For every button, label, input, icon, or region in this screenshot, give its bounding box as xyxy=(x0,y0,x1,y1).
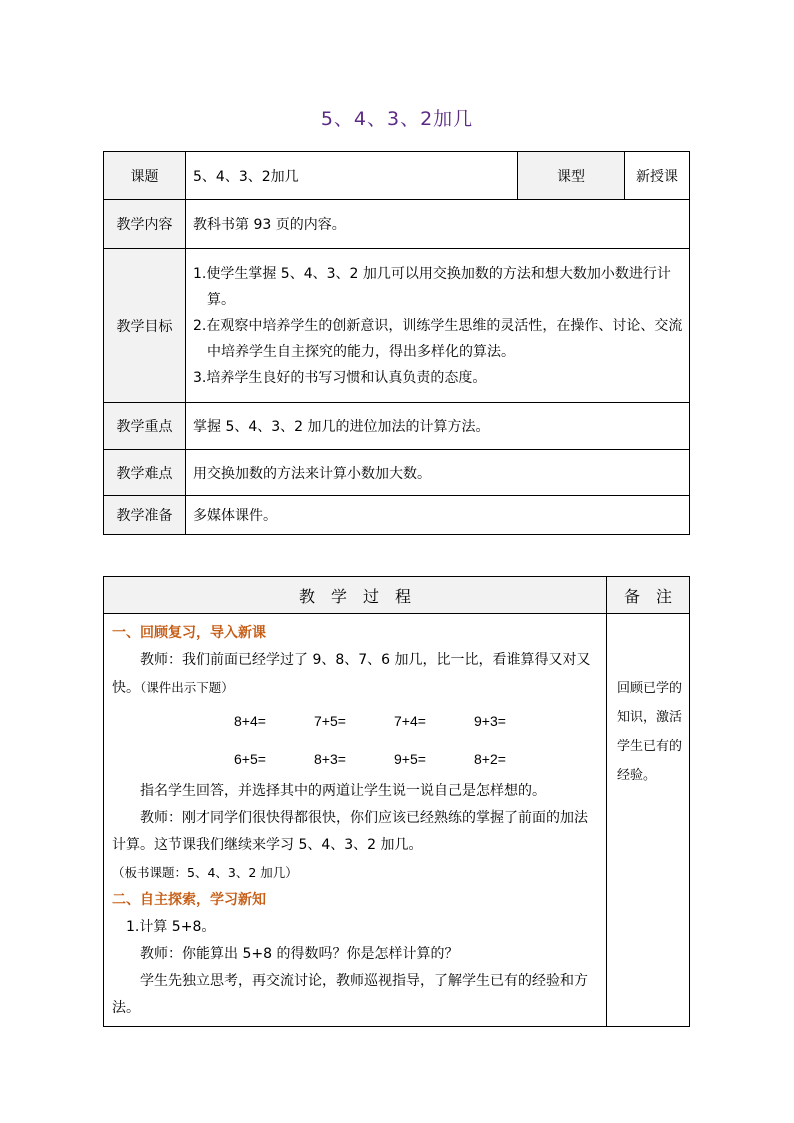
key-label: 教学重点 xyxy=(104,403,186,450)
paragraph-text: 教师：刚才同学们很快得都很快，你们应该已经熟练的掌握了前面的加法计算。这节课我们继续来学习 5、4、3、2 加几。 xyxy=(112,810,588,853)
paragraph xyxy=(112,647,600,702)
paragraph-note: （板书课题：5、4、3、2 加几） xyxy=(112,865,298,880)
paragraph-note: （课件出示下题） xyxy=(140,680,234,695)
type-value: 新授课 xyxy=(625,152,690,200)
difficult-value: 用交换加数的方法来计算小数加大数。 xyxy=(186,450,690,496)
equation-row xyxy=(112,702,600,740)
list-item: 1.计算 5+8。 xyxy=(126,919,216,935)
difficult-row xyxy=(104,450,690,496)
equation: 7+5= xyxy=(314,712,346,729)
process-header: 教 学 过 程 xyxy=(104,577,607,614)
goal-item: 2.在观察中培养学生的创新意识，训练学生思维的灵活性，在操作、讨论、交流中培养学生自主探究的能力，得出多样化的算法。 xyxy=(193,317,683,360)
equation: 8+2= xyxy=(474,750,506,767)
page-title: 5、4、3、2加几 xyxy=(320,108,474,130)
topic-row xyxy=(104,152,690,200)
equation: 8+4= xyxy=(234,712,266,729)
goals-row xyxy=(104,249,690,403)
goal-item: 1.使学生掌握 5、4、3、2 加几可以用交换加数的方法和想大数加小数进行计算。 xyxy=(193,265,671,308)
content-row xyxy=(104,200,690,249)
equation: 9+5= xyxy=(394,750,426,767)
equation: 8+3= xyxy=(314,750,346,767)
paragraph: 学生先独立思考，再交流讨论，教师巡视指导，了解学生已有的经验和方法。 xyxy=(112,973,588,1016)
process-body-row xyxy=(104,614,690,1027)
prep-value: 多媒体课件。 xyxy=(186,496,690,535)
equation-row xyxy=(112,740,600,778)
equation: 9+3= xyxy=(474,712,506,729)
type-label: 课型 xyxy=(518,152,625,200)
prep-label: 教学准备 xyxy=(104,496,186,535)
section-heading-review: 一、回顾复习，导入新课 xyxy=(112,625,266,641)
teaching-process-table xyxy=(103,576,690,1027)
goals-label: 教学目标 xyxy=(104,249,186,403)
process-header-row xyxy=(104,577,690,614)
lesson-info-table xyxy=(103,151,690,535)
section-heading-explore: 二、自主探索，学习新知 xyxy=(112,892,266,908)
paragraph: 教师：你能算出 5+8 的得数吗？你是怎样计算的？ xyxy=(140,946,459,962)
goal-item: 3.培养学生良好的书写习惯和认真负责的态度。 xyxy=(193,369,487,386)
content-label: 教学内容 xyxy=(104,200,186,249)
goals-list xyxy=(186,249,690,403)
key-row xyxy=(104,403,690,450)
notes-column: 回顾已学的知识，激活学生已有的经验。 xyxy=(607,614,690,1027)
paragraph: 指名学生回答，并选择其中的两道让学生说一说自己是怎样想的。 xyxy=(140,783,546,799)
key-value: 掌握 5、4、3、2 加几的进位加法的计算方法。 xyxy=(186,403,690,450)
equation: 6+5= xyxy=(234,750,266,767)
difficult-label: 教学难点 xyxy=(104,450,186,496)
prep-row xyxy=(104,496,690,535)
equation: 7+4= xyxy=(394,712,426,729)
paragraph-text: 教师：我们前面已经学过了 9、8、7、6 加几，比一比，看谁算得又对又快。 xyxy=(112,652,591,696)
notes-header: 备 注 xyxy=(607,577,690,614)
topic-label: 课题 xyxy=(104,152,186,200)
content-value: 教科书第 93 页的内容。 xyxy=(186,200,690,249)
topic-value: 5、4、3、2加几 xyxy=(186,152,518,200)
paragraph xyxy=(112,805,600,887)
process-body xyxy=(104,614,607,1027)
